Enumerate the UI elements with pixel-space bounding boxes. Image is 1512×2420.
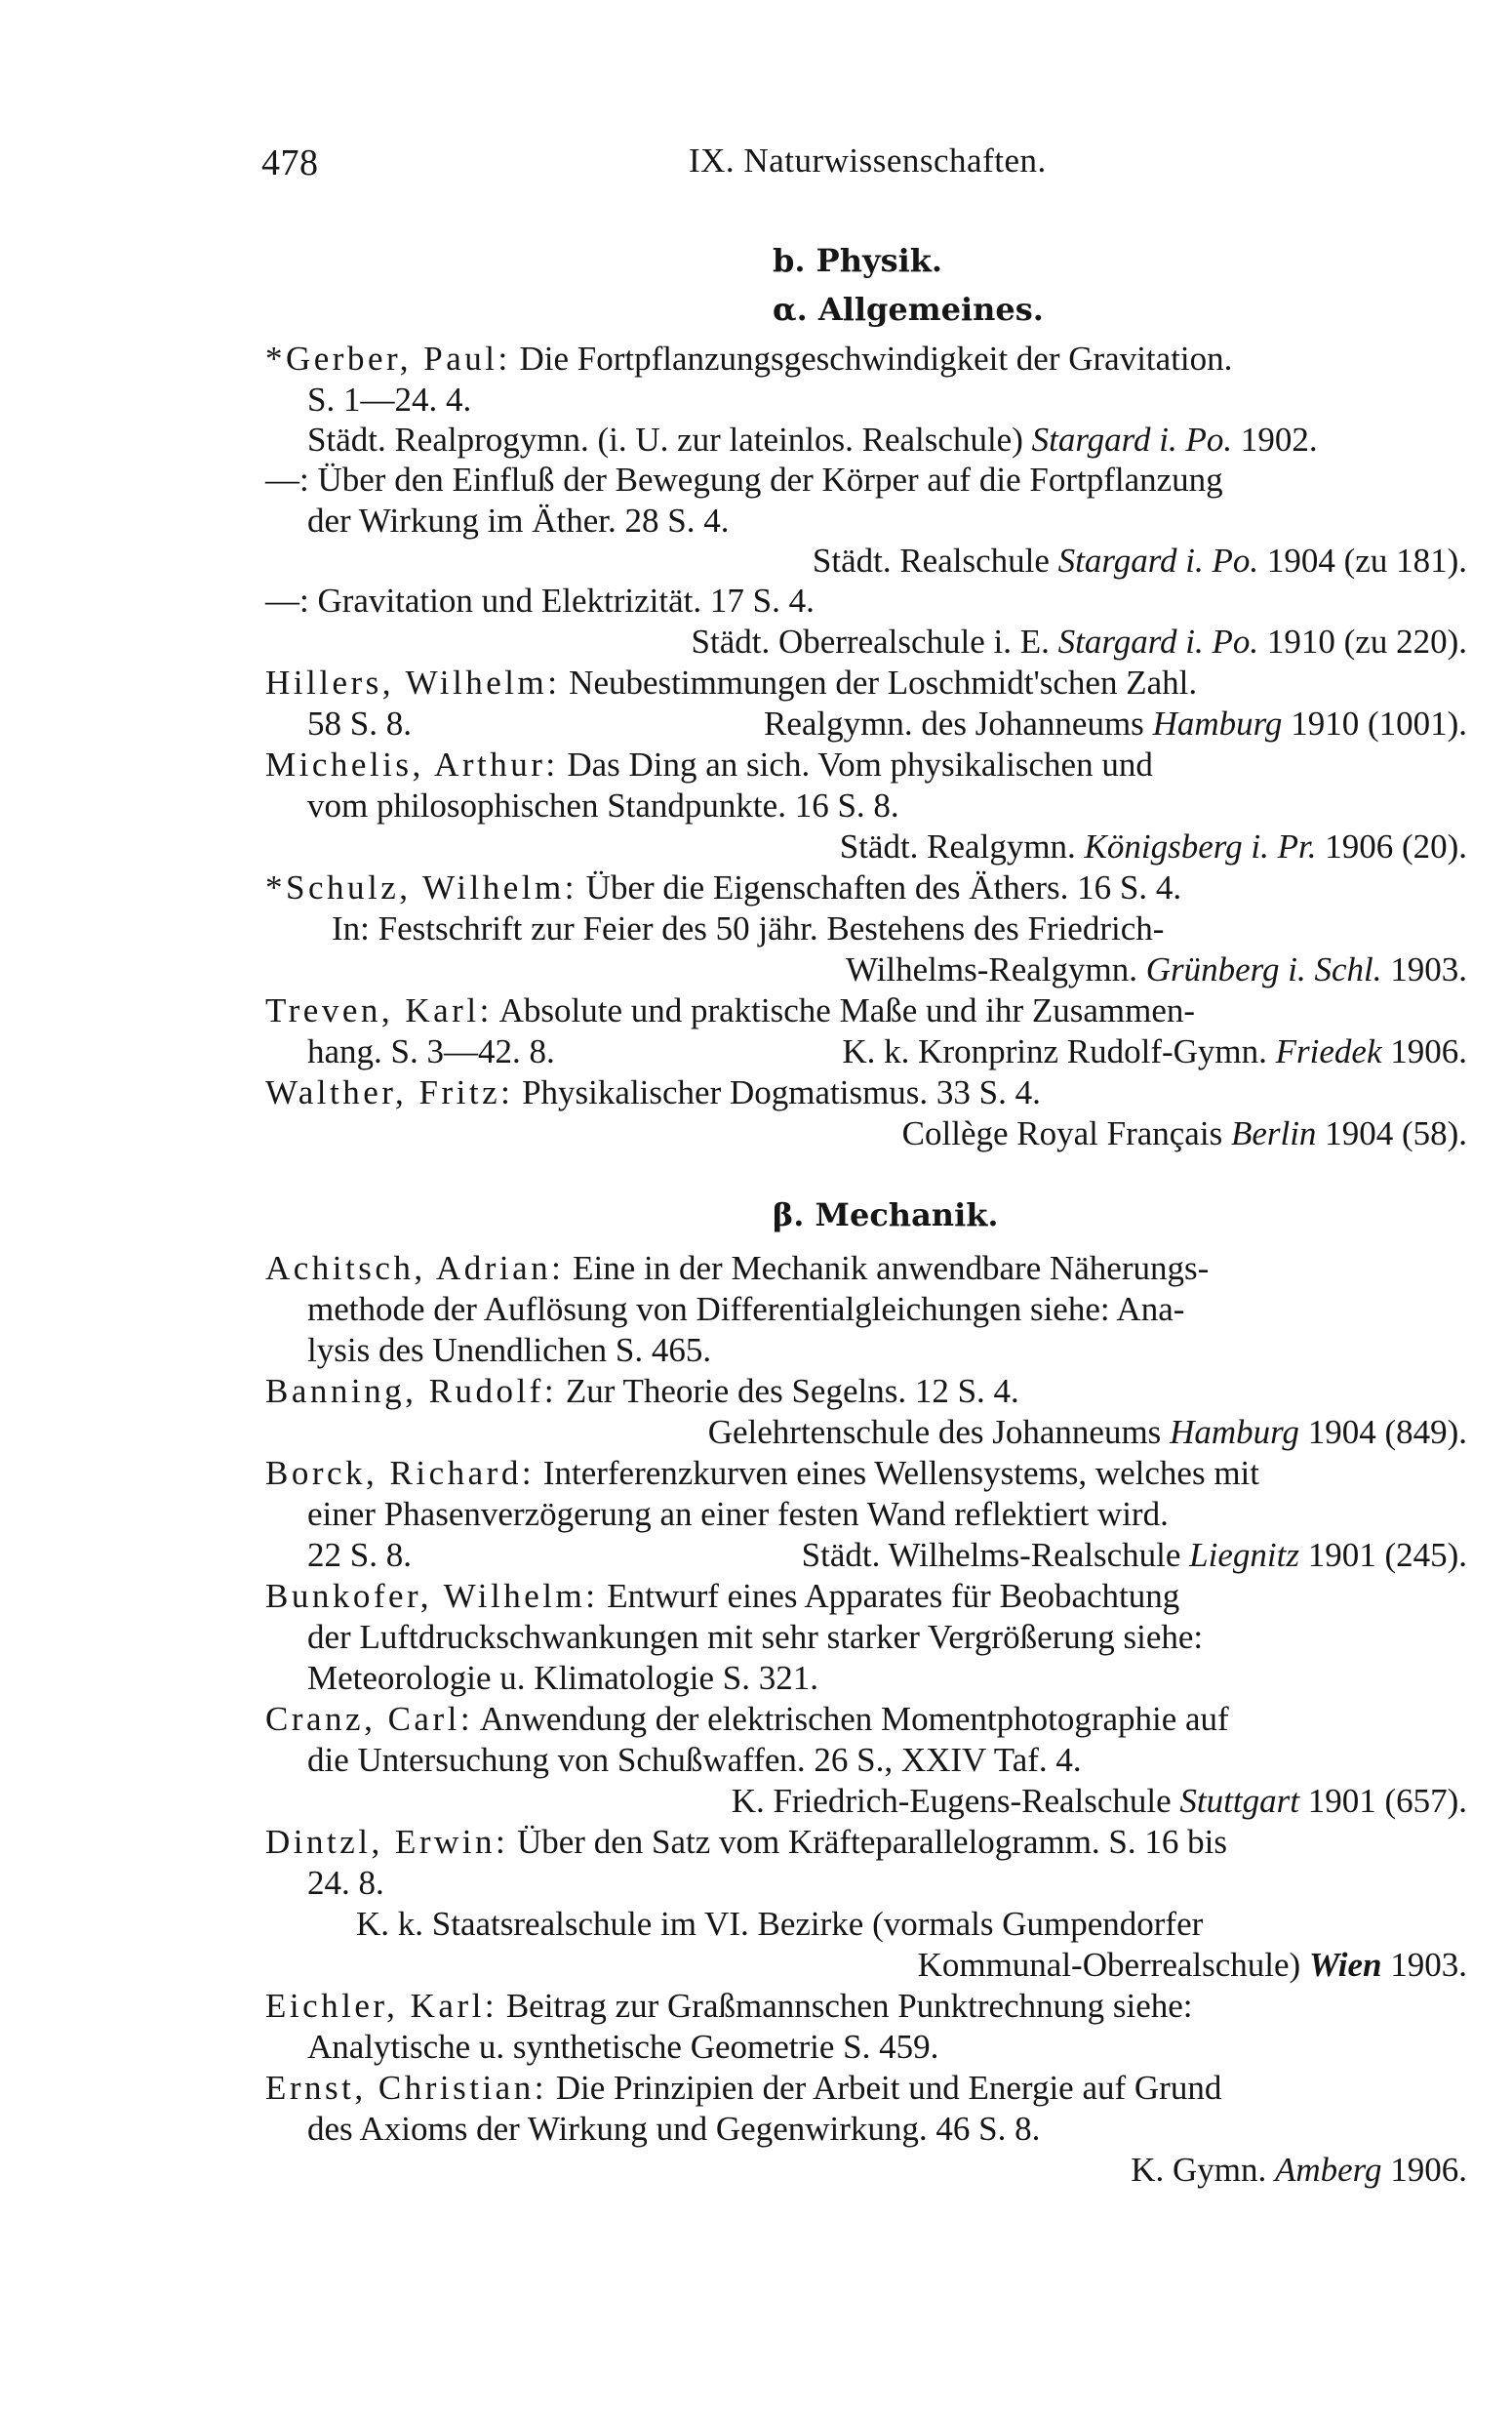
- entry-line: [918, 1946, 1467, 1985]
- author-name: Achitsch, Adrian:: [265, 1249, 565, 1287]
- entry-year: 1904 (zu 181).: [1258, 542, 1467, 580]
- author-name: Bunkofer, Wilhelm:: [265, 1577, 599, 1615]
- entry-line: Meteorologie u. Klimatologie S. 321.: [307, 1659, 818, 1697]
- place-name: Wien: [1308, 1946, 1382, 1984]
- entry-line: [842, 1032, 1467, 1071]
- entry-line: [265, 664, 1197, 703]
- entry-text: Absolute und praktische Maße und ihr Zusammen-: [492, 991, 1196, 1029]
- author-name: Dintzl, Erwin:: [265, 1823, 509, 1861]
- author-name: Banning, Rudolf:: [265, 1372, 558, 1410]
- entry-line: 22 S. 8.: [307, 1536, 412, 1574]
- entry-line: [692, 623, 1467, 662]
- subsection-heading-allgemeines: α. Allgemeines.: [773, 291, 1044, 328]
- place-name: Stargard i. Po.: [1031, 421, 1233, 459]
- entry-line: [265, 1073, 1041, 1112]
- author-name: *Schulz, Wilhelm:: [265, 868, 577, 907]
- entry-line: —: Über den Einfluß der Bewegung der Körper auf die Fortpflanzung: [265, 461, 1223, 499]
- entry-line: [265, 991, 1195, 1030]
- entry-line: Analytische u. synthetische Geometrie S. 459.: [307, 2028, 939, 2066]
- place-name: Berlin: [1230, 1114, 1317, 1152]
- entry-line: [1131, 2151, 1467, 2190]
- entry-line: [708, 1413, 1467, 1452]
- entry-line: S. 1—24. 4.: [307, 381, 472, 419]
- entry-text: Das Ding an sich. Vom physikalischen und: [558, 746, 1153, 784]
- entry-line: vom philosophischen Standpunkte. 16 S. 8.: [307, 786, 899, 825]
- entry-text: Die Prinzipien der Arbeit und Energie auf Grund: [546, 2069, 1222, 2107]
- entry-text: Entwurf eines Apparates für Beobachtung: [598, 1577, 1180, 1615]
- entry-text: Collège Royal Français: [901, 1114, 1231, 1152]
- entry-text: Städt. Realprogymn. (i. U. zur lateinlos. Realschule): [307, 421, 1032, 459]
- entry-line: [265, 1249, 1209, 1288]
- entry-line: [265, 1372, 1019, 1411]
- entry-year: 1901 (245).: [1298, 1536, 1467, 1574]
- entry-line: [265, 868, 1181, 908]
- entry-text: Eine in der Mechanik anwendbare Näherungs-: [564, 1249, 1210, 1287]
- entry-text: Städt. Realschule: [812, 542, 1058, 580]
- entry-line: [732, 1782, 1467, 1821]
- place-name: Grünberg i. Schl.: [1145, 950, 1382, 988]
- entry-year: 1901 (657).: [1298, 1782, 1467, 1820]
- entry-text: K. Friedrich-Eugens-Realschule: [731, 1782, 1180, 1820]
- place-name: Liegnitz: [1189, 1536, 1299, 1574]
- entry-line: —: Gravitation und Elektrizität. 17 S. 4.: [265, 582, 815, 620]
- entry-line: methode der Auflösung von Differentialgleichungen siehe: Ana-: [307, 1290, 1185, 1328]
- entry-text: Städt. Oberrealschule i. E.: [691, 623, 1058, 661]
- entry-line: [902, 1114, 1467, 1153]
- entry-line: [265, 1577, 1179, 1616]
- entry-line: lysis des Unendlichen S. 465.: [307, 1331, 712, 1369]
- entry-year: 1904 (849).: [1298, 1413, 1467, 1451]
- entry-text: Realgymn. des Johanneums: [764, 705, 1153, 743]
- entry-line: [265, 746, 1153, 785]
- author-name: Borck, Richard:: [265, 1454, 536, 1492]
- entry-text: Physikalischer Dogmatismus. 33 S. 4.: [513, 1073, 1041, 1111]
- entry-text: Gelehrtenschule des Johanneums: [707, 1413, 1171, 1451]
- author-name: Hillers, Wilhelm:: [265, 664, 561, 702]
- entry-text: Über die Eigenschaften des Äthers. 16 S. 4.: [577, 868, 1182, 907]
- entry-line: [846, 950, 1467, 989]
- entry-line: [840, 827, 1467, 867]
- entry-text: Wilhelms-Realgymn.: [846, 950, 1146, 988]
- running-title: IX. Naturwissenschaften.: [689, 141, 1047, 180]
- entry-line: [802, 1536, 1467, 1575]
- place-name: Hamburg: [1170, 1413, 1299, 1451]
- entry-year: 1904 (58).: [1316, 1114, 1467, 1152]
- entry-text: Kommunal-Oberrealschule): [917, 1946, 1309, 1984]
- entry-line: [265, 1700, 1229, 1739]
- entry-text: Städt. Wilhelms-Realschule: [801, 1536, 1190, 1574]
- entry-line: [307, 421, 1318, 460]
- entry-line: 24. 8.: [307, 1864, 384, 1902]
- entry-line: die Untersuchung von Schußwaffen. 26 S., XXIV Taf. 4.: [307, 1741, 1082, 1779]
- place-name: Stargard i. Po.: [1057, 542, 1259, 580]
- entry-line: [813, 542, 1467, 581]
- author-name: Treven, Karl:: [265, 991, 493, 1029]
- page-number: 478: [261, 142, 319, 183]
- entry-year: 1906.: [1381, 1032, 1467, 1070]
- entry-line: [265, 1454, 1259, 1493]
- entry-line: 58 S. 8.: [307, 705, 412, 743]
- entry-line: der Luftdruckschwankungen mit sehr starker Vergrößerung siehe:: [307, 1618, 1204, 1656]
- author-name: Ernst, Christian:: [265, 2069, 547, 2107]
- entry-text: Interferenzkurven eines Wellensystems, welches mit: [535, 1454, 1260, 1492]
- entry-year: 1903.: [1381, 1946, 1467, 1984]
- entry-text: Neubestimmungen der Loschmidt'schen Zahl.: [560, 664, 1198, 702]
- author-name: Cranz, Carl:: [265, 1700, 474, 1738]
- entry-text: K. k. Kronprinz Rudolf-Gymn.: [842, 1032, 1276, 1070]
- entry-line: [764, 705, 1467, 744]
- entry-year: 1906.: [1381, 2151, 1467, 2189]
- entry-year: 1910 (zu 220).: [1258, 623, 1467, 661]
- entry-line: einer Phasenverzögerung an einer festen Wand reflektiert wird.: [307, 1495, 1169, 1533]
- entry-text: Städt. Realgymn.: [839, 827, 1085, 866]
- entry-text: Die Fortpflanzungsgeschwindigkeit der Gravitation.: [510, 340, 1233, 378]
- section-heading: b. Physik.: [773, 242, 943, 279]
- entry-year: 1902.: [1232, 421, 1318, 459]
- author-name: Michelis, Arthur:: [265, 746, 559, 784]
- entry-year: 1903.: [1381, 950, 1467, 988]
- entry-year: 1910 (1001).: [1282, 705, 1467, 743]
- author-name: *Gerber, Paul:: [265, 340, 511, 378]
- entry-line: hang. S. 3—42. 8.: [307, 1032, 555, 1070]
- place-name: Stargard i. Po.: [1057, 623, 1259, 661]
- entry-text: K. Gymn.: [1131, 2151, 1275, 2189]
- entry-text: Zur Theorie des Segelns. 12 S. 4.: [557, 1372, 1019, 1410]
- entry-line: der Wirkung im Äther. 28 S. 4.: [307, 502, 730, 540]
- entry-line: K. k. Staatsrealschule im VI. Bezirke (vormals Gumpendorfer: [356, 1905, 1204, 1943]
- entry-line: [265, 1823, 1227, 1862]
- subsection-heading-mechanik: β. Mechanik.: [773, 1196, 999, 1233]
- entry-line: [265, 1987, 1193, 2026]
- place-name: Amberg: [1274, 2151, 1382, 2189]
- entry-text: Über den Satz vom Kräfteparallelogramm. S. 16 bis: [508, 1823, 1227, 1861]
- entry-line: des Axioms der Wirkung und Gegenwirkung. 46 S. 8.: [307, 2110, 1041, 2148]
- entry-line: In: Festschrift zur Feier des 50 jähr. Bestehens des Friedrich-: [332, 909, 1165, 948]
- place-name: Königsberg i. Pr.: [1084, 827, 1317, 866]
- place-name: Friedek: [1275, 1032, 1382, 1070]
- entry-text: Beitrag zur Graßmannschen Punktrechnung siehe:: [497, 1987, 1193, 2025]
- entry-text: Anwendung der elektrischen Momentphotographie auf: [473, 1700, 1229, 1738]
- entry-line: [265, 2069, 1221, 2108]
- entry-year: 1906 (20).: [1316, 827, 1467, 866]
- place-name: Stuttgart: [1179, 1782, 1299, 1820]
- author-name: Walther, Fritz:: [265, 1073, 514, 1111]
- place-name: Hamburg: [1152, 705, 1283, 743]
- entry-line: [265, 340, 1232, 379]
- author-name: Eichler, Karl:: [265, 1987, 498, 2025]
